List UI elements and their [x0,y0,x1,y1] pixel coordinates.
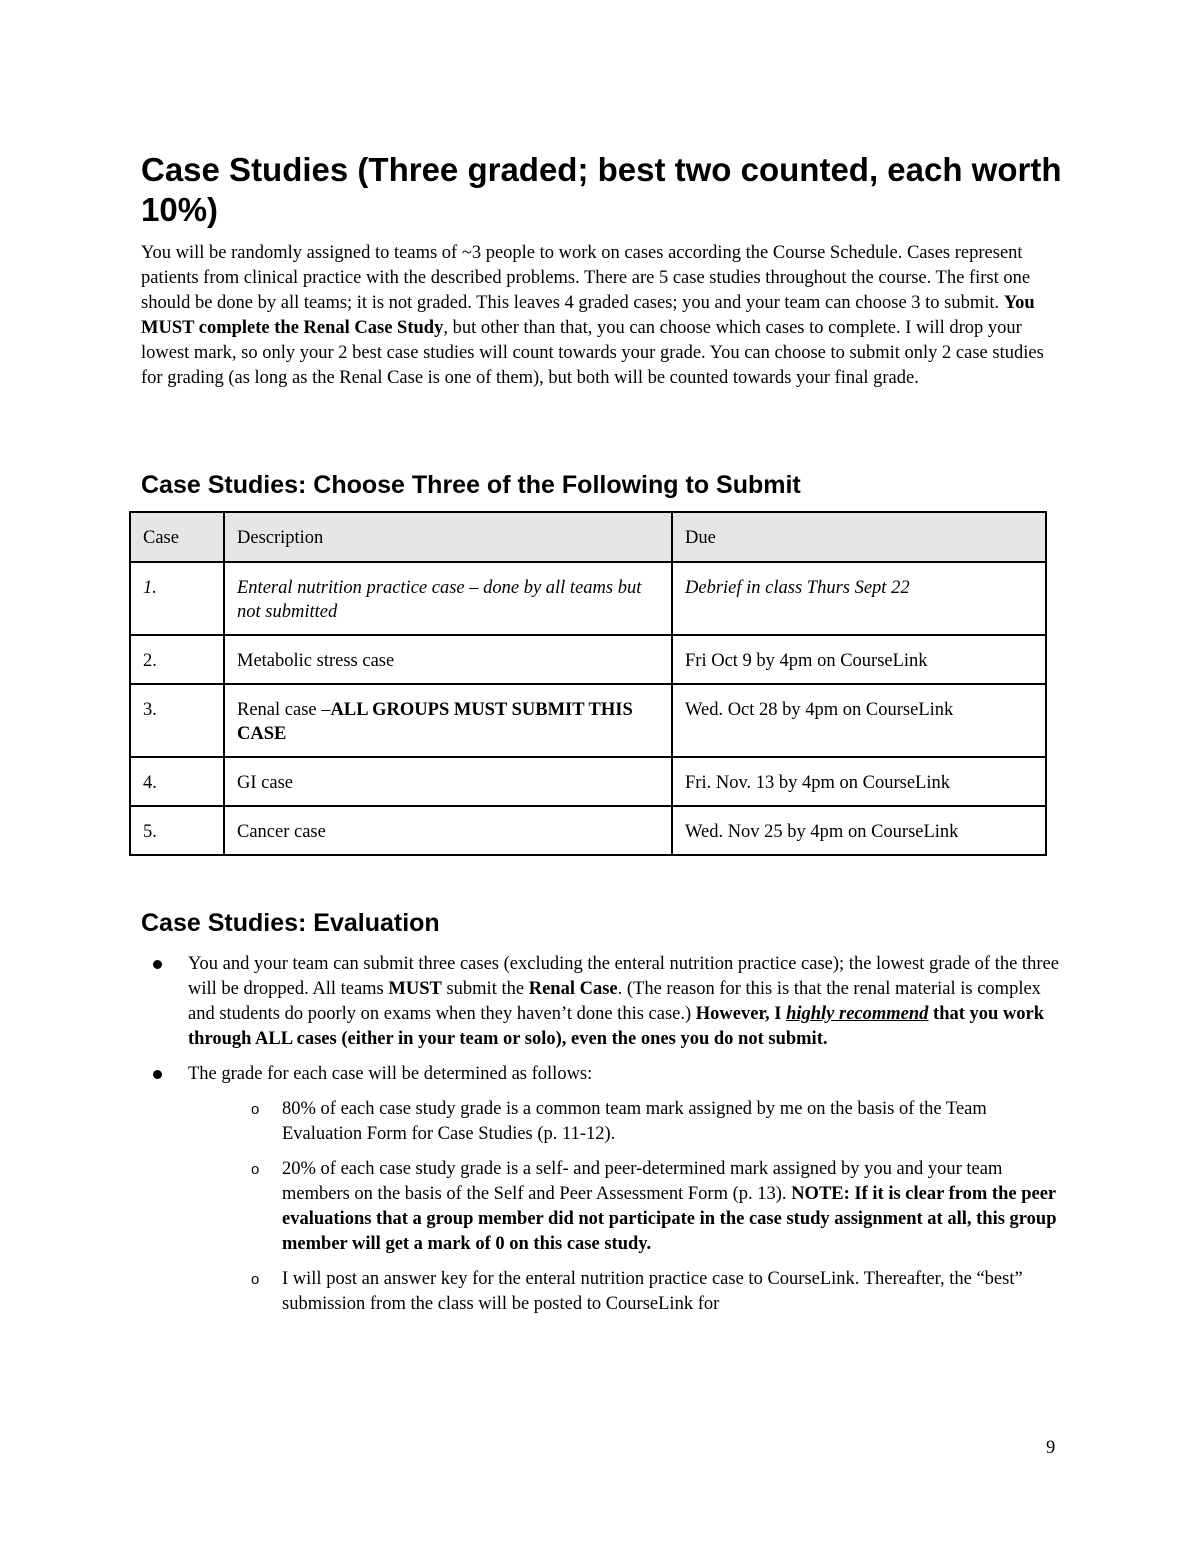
sub-bullet-text: I will post an answer key for the enteral nutrition practice case to CourseLink. Thereafter, the “best” submission from the class will be posted to CourseLink for [282,1269,1023,1314]
bullet-bold: that you work through ALL cases (either in your team or solo), even the ones you do not submit. [188,1004,1045,1049]
intro-paragraph [141,241,1066,391]
case-due: Fri Oct 9 by 4pm on CourseLink [672,635,1046,684]
sub-bullet-icon: o [251,1271,260,1288]
bullet-text: submit the [441,979,529,999]
table-heading: Case Studies: Choose Three of the Following to Submit [141,471,801,499]
bullet-icon [153,960,162,969]
sub-bullet-item [141,1097,1066,1147]
table-header-row [130,512,1046,562]
bullet-item [141,1062,1066,1317]
case-number: 1. [130,562,224,635]
table-row [130,635,1046,684]
table-row [130,806,1046,855]
table-row [130,684,1046,757]
intro-bold-text: You MUST complete the Renal Case Study [141,293,1035,338]
bullet-bold: However, I [695,1004,787,1024]
sub-bullet-text: 80% of each case study grade is a common team mark assigned by me on the basis of the Team Evaluation Form for Case Studies (p. 11-12). [282,1099,987,1144]
page-title: Case Studies (Three graded; best two counted, each worth 10%) [141,151,1062,228]
sub-bullet-text: 20% of each case study grade is a self- and peer-determined mark assigned by you and your team members on the basis of the Self and Peer Assessment Form (p. 13). [282,1159,1003,1204]
table-row [130,562,1046,635]
header-due: Due [672,512,1046,562]
case-description: Enteral nutrition practice case – done by all teams but not submitted [224,562,672,635]
case-number: 3. [130,684,224,757]
bullet-icon [153,1070,162,1079]
bullet-item [141,952,1066,1052]
sub-bullet-item [141,1267,1066,1317]
sub-bullet-bold: NOTE: If it is clear from the peer evaluations that a group member did not participate in the case study assignment at all, this group member will get a mark of 0 on this case study. [282,1184,1057,1254]
bullet-text: The grade for each case will be determined as follows: [188,1064,593,1084]
header-case: Case [130,512,224,562]
case-description-bold: ALL GROUPS MUST SUBMIT THIS CASE [237,700,633,744]
case-number: 5. [130,806,224,855]
case-schedule-table [129,511,1047,856]
bullet-bold: Renal Case [528,979,618,999]
case-number: 2. [130,635,224,684]
intro-text-2: , but other than that, you can choose which cases to complete. I will drop your lowest mark, so only your 2 best case studies will count towards your grade. You can choose to submit only 2 case studies for grading (as long as the Renal Case is one of them), but both will be counted towards your final grade. [141,318,1044,388]
case-description: GI case [224,757,672,806]
evaluation-list [141,952,1066,1327]
evaluation-heading: Case Studies: Evaluation [141,909,440,937]
bullet-text: You and your team can submit three cases (excluding the enteral nutrition practice case); the lowest grade of the three will be dropped. All teams [188,954,1059,999]
sub-bullet-item [141,1157,1066,1257]
sub-bullet-icon: o [251,1101,260,1118]
header-description: Description [224,512,672,562]
case-description-text: Renal case – [237,700,331,720]
bullet-bold: MUST [388,979,442,999]
table-row [130,757,1046,806]
bullet-text: . (The reason for this is that the renal material is complex and students do poorly on exams when they haven’t done this case.) [188,979,1041,1024]
page-number: 9 [1046,1438,1056,1458]
case-due: Wed. Oct 28 by 4pm on CourseLink [672,684,1046,757]
sub-bullet-icon: o [251,1161,260,1178]
case-description: Metabolic stress case [224,635,672,684]
case-due: Debrief in class Thurs Sept 22 [672,562,1046,635]
case-due: Fri. Nov. 13 by 4pm on CourseLink [672,757,1046,806]
case-description: Cancer case [224,806,672,855]
intro-text-1: You will be randomly assigned to teams of ~3 people to work on cases according the Course Schedule. Cases represent patients from clinical practice with the described problems. There are 5 case studies throughout the course. The first one should be done by all teams; it is not graded. This leaves 4 graded cases; you and your team can choose 3 to submit. [141,243,1031,313]
case-number: 4. [130,757,224,806]
bullet-emphasis: highly recommend [786,1004,929,1024]
case-due: Wed. Nov 25 by 4pm on CourseLink [672,806,1046,855]
case-description [224,684,672,757]
